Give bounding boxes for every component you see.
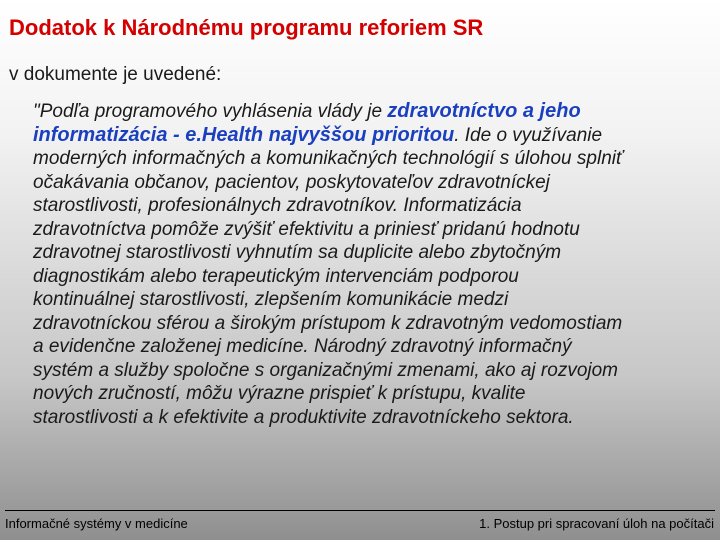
quote-line-5: starostlivosti, profesionálnych zdravotníkov. Informatizácia [33, 195, 522, 216]
footer-lecture-title: 1. Postup pri spracovaní úloh na počítači [479, 516, 714, 531]
quote-line-10: zdravotníckou sférou a širokým prístupom k zdravotným vedomostiam [33, 312, 623, 334]
quote-line-13: nových zručností, môžu výrazne prispieť k prístupu, kvalite [33, 383, 526, 404]
quote-line-2 [33, 124, 720, 148]
quote-highlight-1: zdravotníctvo a jeho [387, 100, 581, 122]
quote-line-6: zdravotníctva pomôže zvýšiť efektivitu a priniesť pridanú hodnotu [33, 218, 580, 240]
quote-line-1-text: "Podľa programového vyhlásenia vlády je [33, 101, 388, 122]
quote-line-7: zdravotnej starostlivosti vyhnutím sa duplicite alebo zbytočným [33, 242, 562, 263]
quote-line-11: a evidenčne založenej medicíne. Národný zdravotný informačný [33, 336, 572, 357]
quote-line-2-text: . Ide o využívanie [454, 124, 603, 146]
quote-line-3: moderných informačných a komunikačných technológií s úlohou splniť [33, 148, 623, 169]
quote-line-4: očakávania občanov, pacientov, poskytovateľov zdravotníckej [33, 171, 550, 193]
quote-block [33, 100, 720, 429]
quote-line-1 [33, 100, 720, 124]
quote-line-12: systém a služby spoločne s organizačnými zmenami, ako aj rozvojom [33, 359, 619, 381]
intro-text: v dokumente je uvedené: [9, 64, 222, 85]
slide-title: Dodatok k Národnému programu reforiem SR [9, 15, 484, 40]
footer-course-name: Informačné systémy v medicíne [5, 516, 188, 531]
quote-highlight-2: informatizácia - e.Health najvyššou prioritou [33, 123, 455, 146]
quote-line-14: starostlivosti a k efektivite a produktivite zdravotníckeho sektora. [33, 406, 574, 428]
footer-divider [5, 510, 715, 511]
quote-line-8: diagnostikám alebo terapeutickým intervenciám podporou [33, 265, 519, 287]
quote-line-9: kontinuálnej starostlivosti, zlepšením komunikácie medzi [33, 289, 509, 310]
